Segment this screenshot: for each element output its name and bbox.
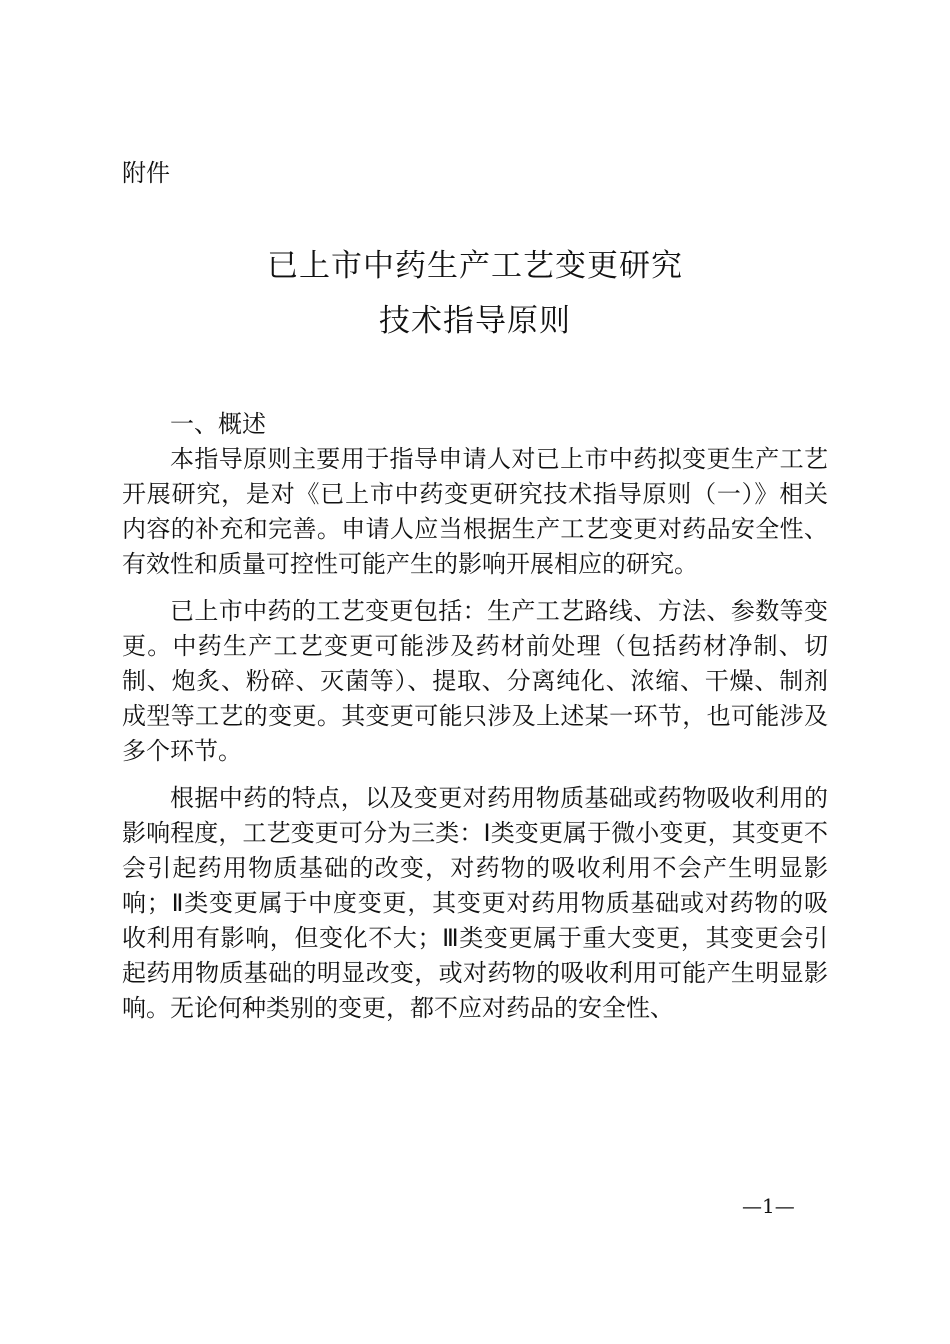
paragraph: 根据中药的特点，以及变更对药用物质基础或药物吸收利用的影响程度，工艺变更可分为三类：Ⅰ类变更属于微小变更，其变更不会引起药用物质基础的改变，对药物的吸收利用不会产生明显影响；Ⅱ类变更属于中度变更，其变更对药用物质基础或对药物的吸收利用有影响，但变化不大；Ⅲ类变更属于重大变更，其变更会引起药用物质基础的明显改变，或对药物的吸收利用可能产生明显影响。无论何种类别的变更，都不应对药品的安全性、 (122, 784, 828, 1022)
section-heading: 一、概述 (170, 410, 266, 438)
document-title-line-1: 已上市中药生产工艺变更研究 (267, 248, 683, 284)
document-title-line-2: 技术指导原则 (379, 303, 571, 339)
page-number: —1— (742, 1194, 795, 1218)
document-body (122, 406, 828, 1026)
paragraph: 本指导原则主要用于指导申请人对已上市中药拟变更生产工艺开展研究，是对《已上市中药变更研究技术指导原则（一）》相关内容的补充和完善。申请人应当根据生产工艺变更对药品安全性、有效性和质量可控性可能产生的影响开展相应的研究。 (122, 445, 828, 578)
paragraph: 已上市中药的工艺变更包括：生产工艺路线、方法、参数等变更。中药生产工艺变更可能涉及药材前处理（包括药材净制、切制、炮炙、粉碎、灭菌等）、提取、分离纯化、浓缩、干燥、制剂成型等工艺的变更。其变更可能只涉及上述某一环节，也可能涉及多个环节。 (122, 597, 828, 765)
attachment-label: 附件 (122, 159, 170, 187)
